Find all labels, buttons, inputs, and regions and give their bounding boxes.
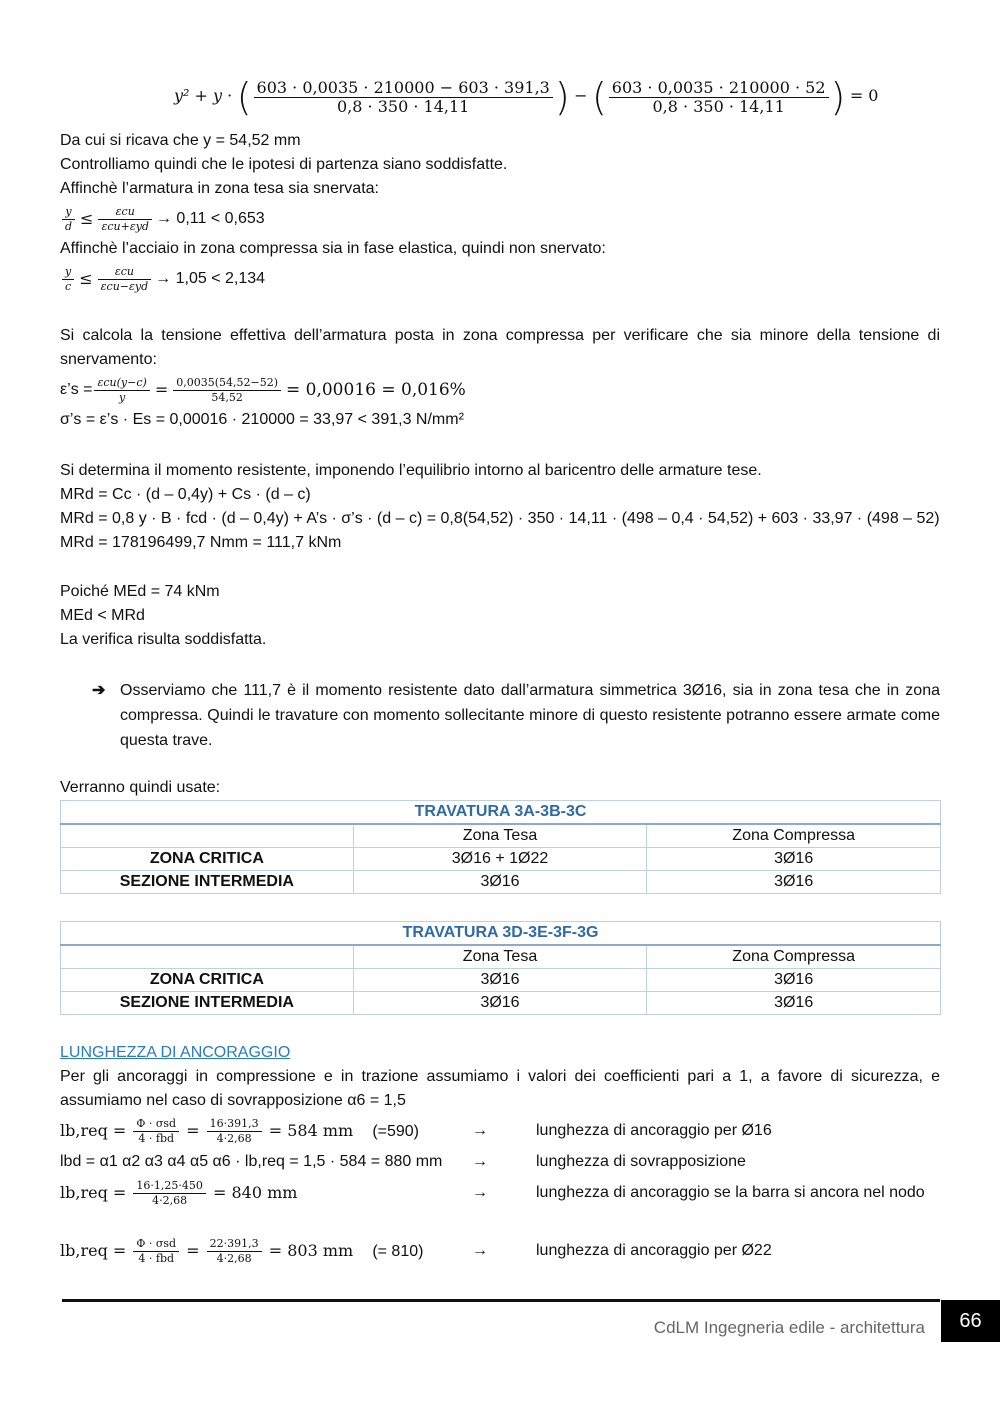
table-header: Zona Tesa [353,824,647,848]
eq-frac1-num: 603 · 0,0035 · 210000 − 603 · 391,3 [254,79,553,98]
table-travatura-2 [60,921,941,1015]
condition-2-result: → 1,05 < 2,134 [155,270,266,287]
paragraph-verifica: La verifica risulta soddisfatta. [60,631,267,648]
eq-rhs: = 0 [849,86,879,106]
table-header: Zona Tesa [353,945,647,969]
anc-row-4: lb,req = $\frac{\text{Φ · σsd}}{\text{4 · fbd}}$ = $\frac{22\cdot 391,3}{4\cdot 2,68}$ = 803 mm (= 810) → lunghezza di ancoraggio per Ø22 [60,1236,772,1265]
arrow-right-icon: → [472,1122,488,1139]
paragraph-momento: Si determina il momento resistente, imponendo l’equilibrio intorno al baricentro delle armature tese. [60,462,762,479]
table-row: SEZIONE INTERMEDIA 3Ø16 3Ø16 [61,871,941,894]
paragraph-result-y: Da cui si ricava che y = 54,52 mm [60,132,301,149]
table-row: ZONA CRITICA 3Ø16 + 1Ø22 3Ø16 [61,848,941,871]
table-travatura-1 [60,800,941,894]
moment-formula-2: MRd = 0,8 y · B · fcd · (d – 0,4y) + A’s · σ’s · (d – c) = 0,8(54,52) · 350 · 14,11 · (498 – 0,4 · 54,52) + 603 · 33,97 · (498 – 52) [60,510,940,527]
anc-row-3: lb,req = $\frac{16\cdot 1,25\cdot 450}{4\cdot 2,68}$ = 840 mm → lunghezza di ancoraggio se la barra si ancora nel nodo [60,1178,925,1207]
footer-course: CdLM Ingegneria edile - architettura [653,1318,925,1337]
eq-frac2-num: 603 · 0,0035 · 210000 · 52 [609,79,829,98]
paragraph-compressa: Affinchè l’acciaio in zona compressa sia in fase elastica, quindi non snervato: [60,240,606,257]
sigma-formula: σ’s = ε’s · Es = 0,00016 · 210000 = 33,97 < 391,3 N/mm² [60,411,464,428]
paragraph-ancoraggio: Per gli ancoraggi in compressione e in trazione assumiamo i valori dei coefficienti pari a 1, a favore di sicurezza, e assumiamo nel caso di sovrapposizione α6 = 1,5 [60,1068,940,1109]
paragraph-tensione: Si calcola la tensione effettiva dell’armatura posta in zona compressa per verificare che sia minore della tensione di snervamento: [60,327,940,368]
arrow-right-icon: → [472,1153,488,1170]
section-heading-ancoraggio[interactable]: LUNGHEZZA DI ANCORAGGIO [60,1044,291,1061]
bullet-text: Osserviamo che 111,7 è il momento resistente dato dall’armatura simmetrica 3Ø16, sia in zona tesa che in zona compressa. Quindi le travature con momento sollecitante minore di questo resistente potranno essere armate come questa trave. [120,682,940,749]
paragraph-med: Poiché MEd = 74 kNm [60,583,220,600]
bullet-note [60,678,940,753]
footer-divider [62,1299,940,1302]
eq-lhs: y² + y · [174,86,233,106]
arrow-right-icon: ➔ [92,682,106,699]
paragraph-comparison: MEd < MRd [60,607,145,624]
arrow-right-icon: → [472,1184,488,1201]
epsilon-formula: ε’s = $\frac{\text{εcu(y−c)}}{y}$ = $\frac{0,0035(54,52-52)}{54,52}$ = 0,00016 = 0,016% [60,375,466,404]
eq-frac2-den: 0,8 · 350 · 14,11 [652,96,785,116]
paragraph-tesa: Affinchè l’armatura in zona tesa sia snervata: [60,180,379,197]
anc-row-2: lbd = α1 α2 α3 α4 α5 α6 · lb,req = 1,5 · 584 = 880 mm → lunghezza di sovrapposizione [60,1153,746,1170]
page-number: 66 [941,1300,1000,1342]
paragraph-verranno: Verranno quindi usate: [60,779,221,796]
arrow-right-icon: → [472,1242,488,1259]
table-row: ZONA CRITICA 3Ø16 3Ø16 [61,969,941,992]
table-header: Zona Compressa [647,824,941,848]
table-title: TRAVATURA 3D-3E-3F-3G [61,922,941,946]
anc-row-1: lb,req = $\frac{\text{Φ · σsd}}{\text{4 · fbd}}$ = $\frac{16\cdot 391,3}{4\cdot 2,68}$ = 584 mm (=590) → lunghezza di ancoraggio per Ø16 [60,1116,772,1145]
table-header: Zona Compressa [647,945,941,969]
equation-top: y² + y · ( $\frac{603 \cdot 0,0035 \cdot 210000 - 603 \cdot 391,3}{0,8 \cdot 350 \cdot 14,11}$ ) − ( $\frac{603 \cdot 0,0035 \cdot 210000 \cdot 52}{0,8 \cdot 350 \cdot 14,11}$ ) = 0 [174,75,879,119]
table-row: SEZIONE INTERMEDIA 3Ø16 3Ø16 [61,992,941,1015]
condition-1-result: → 0,11 < 0,653 [155,210,265,227]
table-title: TRAVATURA 3A-3B-3C [61,801,941,825]
condition-1: $\frac{y}{d}$ ≤ $\frac{\text{εcu}}{\text{εcu+εyd}}$ → 0,11 < 0,653 [60,201,940,237]
condition-2: $\frac{y}{c}$ ≤ $\frac{\text{εcu}}{\text{εcu−εyd}}$ → 1,05 < 2,134 [60,261,940,297]
eq-frac1-den: 0,8 · 350 · 14,11 [337,96,470,116]
paragraph-check: Controlliamo quindi che le ipotesi di partenza siano soddisfatte. [60,156,508,173]
moment-formula-1: MRd = Cc · (d – 0,4y) + Cs · (d – c) [60,486,311,503]
moment-formula-3: MRd = 178196499,7 Nmm = 111,7 kNm [60,534,342,551]
eq-minus: − [574,86,588,106]
